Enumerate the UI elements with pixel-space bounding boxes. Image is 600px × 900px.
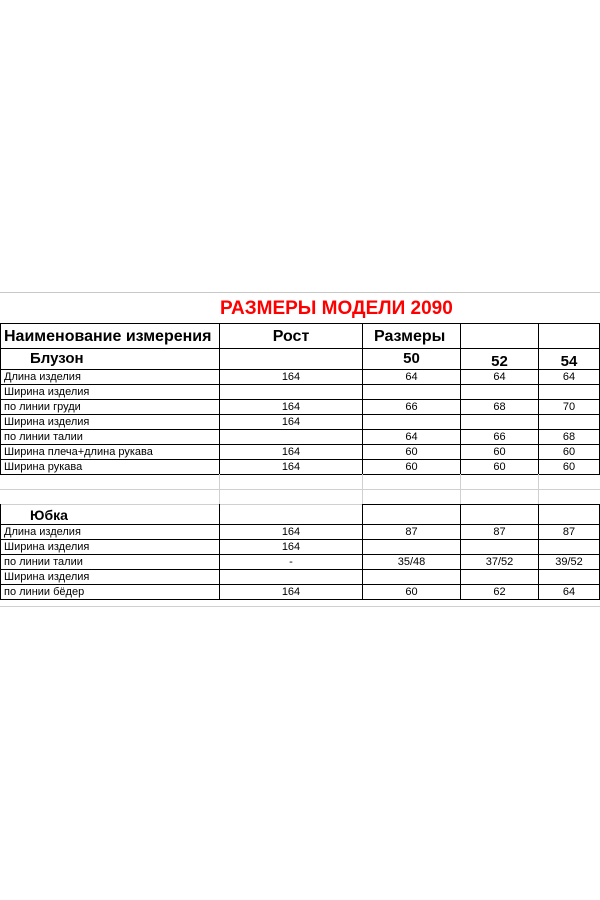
table-cell-size-52: 66 xyxy=(493,431,506,443)
table-cell-size-50: 60 xyxy=(405,446,418,458)
table-cell-size-54: 60 xyxy=(562,446,576,458)
table-cell-size-50: 87 xyxy=(405,526,418,538)
section-label-blouse: Блузон xyxy=(30,350,84,367)
table-row-label: Ширина рукава xyxy=(4,461,83,473)
table-title: РАЗМЕРЫ МОДЕЛИ 2090 xyxy=(220,298,453,319)
table-cell-height: 164 xyxy=(281,526,301,538)
table-row-label: Ширина изделия xyxy=(4,386,90,398)
table-cell-size-50: 60 xyxy=(405,586,418,598)
size-header-50: 50 xyxy=(403,350,420,367)
column-header-height: Рост xyxy=(272,328,310,345)
table-cell-size-54: 39/52 xyxy=(555,556,583,568)
column-header-measurement: Наименование измерения xyxy=(4,328,212,345)
table-cell-size-54: 64 xyxy=(562,371,576,383)
table-cell-size-52: 68 xyxy=(493,401,506,413)
table-cell-size-50: 64 xyxy=(405,371,418,383)
table-cell-size-54: 68 xyxy=(562,431,576,443)
table-cell-size-52: 37/52 xyxy=(485,556,514,568)
table-cell-height: 164 xyxy=(281,446,301,458)
table-row-label: Ширина изделия xyxy=(4,571,90,583)
table-cell-height: 164 xyxy=(281,371,301,383)
section-label-skirt: Юбка xyxy=(30,507,68,523)
table-cell-size-52: 60 xyxy=(493,446,506,458)
table-cell-size-50: 66 xyxy=(405,401,418,413)
table-cell-size-52: 64 xyxy=(493,371,506,383)
table-cell-height: 164 xyxy=(281,416,301,428)
table-cell-height: - xyxy=(289,556,293,568)
size-header-52: 52 xyxy=(491,353,508,370)
table-cell-size-50: 60 xyxy=(405,461,418,473)
table-row-label: Длина изделия xyxy=(4,526,81,538)
table-row-label: Ширина изделия xyxy=(4,416,90,428)
table-row-label: Длина изделия xyxy=(4,371,81,383)
table-cell-height: 164 xyxy=(281,461,301,473)
table-cell-size-50: 35/48 xyxy=(397,556,426,568)
table-cell-height: 164 xyxy=(281,541,301,553)
table-row-label: по линии талии xyxy=(4,431,83,443)
table-row-label: Ширина изделия xyxy=(4,541,90,553)
table-cell-size-52: 60 xyxy=(493,461,506,473)
table-cell-size-52: 87 xyxy=(493,526,506,538)
table-row-label: по линии бёдер xyxy=(4,586,85,598)
table-cell-size-54: 64 xyxy=(562,586,576,598)
table-cell-height: 164 xyxy=(281,401,301,413)
column-header-sizes: Размеры xyxy=(374,328,446,345)
table-cell-size-54: 87 xyxy=(562,526,576,538)
size-header-54: 54 xyxy=(560,353,578,370)
table-row-label: Ширина плеча+длина рукава xyxy=(4,446,153,458)
table-cell-size-54: 60 xyxy=(562,461,576,473)
table-cell-size-54: 70 xyxy=(562,401,576,413)
table-cell-height: 164 xyxy=(281,586,301,598)
table-cell-size-52: 62 xyxy=(493,586,506,598)
table-row-label: по линии талии xyxy=(4,556,83,568)
table-row-label: по линии груди xyxy=(4,401,81,413)
table-cell-size-50: 64 xyxy=(405,431,418,443)
